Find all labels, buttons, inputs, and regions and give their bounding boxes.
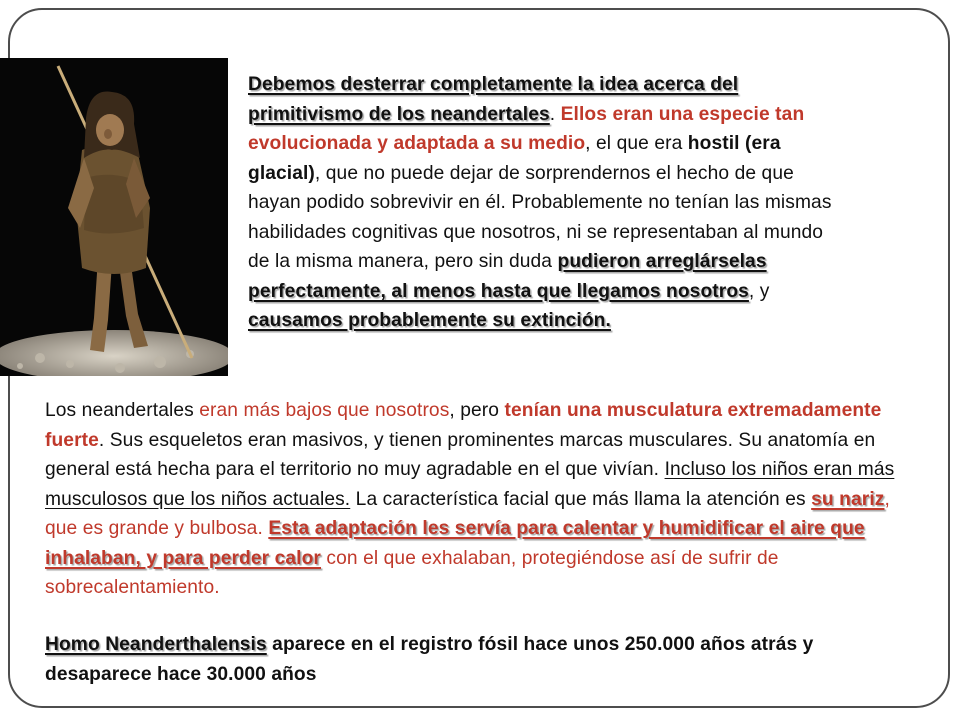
text-segment: aparece en el registro fósil hace unos 250.000 años atrás y desaparece hace 30.000 años <box>45 634 814 685</box>
text-segment: , que no puede dejar de sorprendernos el hecho de que hayan podido sobrevivir en él. Probablemente no tenían las mismas habilidades cognitivas que nosotros, ni se representaban al mundo de la misma manera, pero sin duda <box>248 162 832 272</box>
text-segment: La característica facial que más llama la atención es <box>350 488 812 510</box>
nose-phrase: su nariz <box>811 488 885 510</box>
text-segment: , pero <box>449 400 505 421</box>
primitivism-statement: Debemos desterrar completamente la idea acerca del primitivismo de los neandertales <box>248 74 739 125</box>
exhale-phrase: con el que exhalaban, protegiéndose así de sufrir de sobrecalentamiento. <box>45 547 779 598</box>
survival-phrase: pudieron arreglárselas perfectamente, al menos hasta que llegamos nosotros <box>248 251 767 302</box>
musculature-phrase: tenían una musculatura extremadamente fuerte <box>45 400 882 451</box>
text-segment: , el que era <box>585 133 688 154</box>
species-summary <box>45 630 925 689</box>
nose-description: , que es grande y bulbosa. <box>45 488 890 539</box>
species-name: Homo Neanderthalensis <box>45 634 267 655</box>
text-segment: Los neandertales <box>45 400 200 421</box>
shorter-phrase: eran más bajos que nosotros <box>199 400 450 421</box>
neanderthal-figure-icon <box>0 58 228 376</box>
intro-paragraph <box>248 70 840 336</box>
text-segment: , y <box>748 280 770 302</box>
neanderthal-photo <box>0 58 228 376</box>
anatomy-paragraph <box>45 396 915 603</box>
children-phrase: Incluso los niños eran más musculosos que los niños actuales. <box>45 459 895 510</box>
glacial-phrase: hostil (era glacial) <box>248 133 781 184</box>
evolved-species-phrase: Ellos eran una especie tan evolucionada y adaptada a su medio <box>248 103 805 154</box>
extinction-phrase: causamos probablemente su extinción. <box>248 310 611 331</box>
adaptation-phrase: Esta adaptación les servía para calentar y humidificar el aire que inhalaban, y para perder calor <box>45 518 865 569</box>
text-segment: . Sus esqueletos eran masivos, y tienen prominentes marcas musculares. Su anatomía en general está hecha para el territorio no muy agradable en el que vivían. <box>45 429 876 480</box>
text-segment: . <box>549 103 561 125</box>
